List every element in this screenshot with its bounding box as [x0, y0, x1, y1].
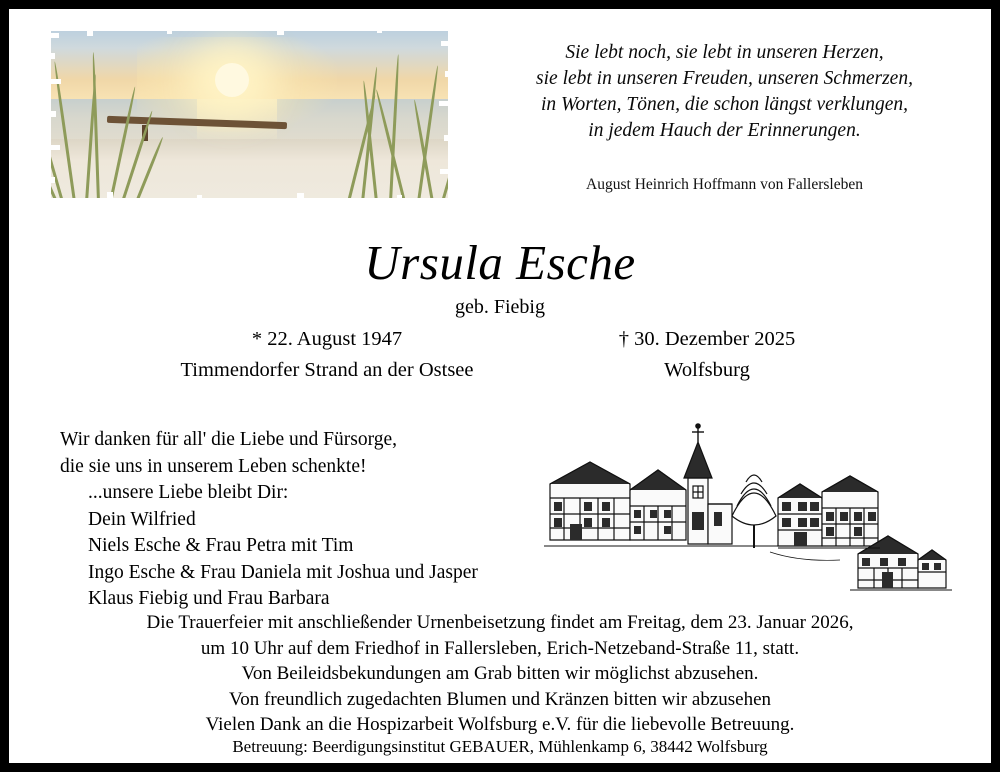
life-dates: [12, 324, 988, 386]
deceased-maiden-name: geb. Fiebig: [455, 296, 545, 318]
family-member-1: Dein Wilfried: [88, 508, 196, 530]
ceremony-line-2: um 10 Uhr auf dem Friedhof in Fallersleben, Erich-Netzeband-Straße 11, statt.: [200, 637, 800, 659]
death-date: 30. Dezember 2025: [634, 328, 796, 350]
thanks-block: [60, 427, 530, 613]
death-date-line: [512, 324, 902, 355]
ceremony-line-4: Von freundlich zugedachten Blumen und Kränzen bitten wir abzusehen: [228, 688, 772, 710]
card-inner: [9, 9, 991, 763]
birth-place: Timmendorfer Strand an der Ostsee: [180, 359, 474, 381]
family-member-3: Ingo Esche & Frau Daniela mit Joshua und Jasper: [88, 561, 478, 583]
town-skyline-drawing: [532, 420, 962, 605]
ceremony-info: [52, 610, 948, 738]
photo-edge-bottom: [43, 198, 456, 206]
birth-date: 22. August 1947: [267, 328, 403, 350]
poem-line-4: in jedem Hauch der Erinnerungen.: [588, 120, 861, 141]
photo-edge-right: [448, 23, 456, 206]
ceremony-line-5: Vielen Dank an die Hospizarbeit Wolfsburg e.V. für die liebevolle Betreuung.: [205, 714, 795, 735]
thanks-line-1: Wir danken für all' die Liebe und Fürsorge,: [60, 429, 398, 450]
funeral-home-footer: Betreuung: Beerdigungsinstitut GEBAUER, Mühlenkamp 6, 38442 Wolfsburg: [232, 737, 768, 756]
death-symbol: †: [618, 328, 629, 350]
ceremony-line-3: Von Beileidsbekundungen am Grab bitten wir möglichst abzusehen.: [241, 663, 759, 684]
family-member-2: Niels Esche & Frau Petra mit Tim: [88, 535, 354, 556]
sun-icon: [215, 63, 249, 97]
death-place: Wolfsburg: [664, 359, 750, 381]
poem-author: August Heinrich Hoffmann von Fallersleben: [586, 176, 863, 193]
thanks-closing: ...unsere Liebe bleibt Dir:: [88, 482, 289, 503]
birth-symbol: *: [251, 328, 263, 350]
death-block: [512, 324, 902, 386]
thanks-line-2: die sie uns in unserem Leben schenkte!: [60, 455, 367, 477]
photo-image: [47, 27, 452, 202]
poem-line-3: in Worten, Tönen, die schon längst verklungen,: [540, 94, 909, 115]
beach-sunset-photo: [47, 27, 452, 202]
poem-line-2: sie lebt in unseren Freuden, unseren Schmerzen,: [536, 68, 913, 89]
deceased-name: Ursula Esche: [364, 235, 636, 290]
poem-text: [472, 40, 977, 144]
birth-date-line: [132, 324, 522, 355]
family-member-4: Klaus Fiebig und Frau Barbara: [88, 588, 330, 609]
birth-block: [132, 324, 522, 386]
poem-line-1: Sie lebt noch, sie lebt in unseren Herzen,: [565, 42, 884, 63]
photo-edge-top: [43, 23, 456, 31]
ceremony-line-1: Die Trauerfeier mit anschließender Urnenbeisetzung findet am Freitag, dem 23. Januar 2026,: [146, 612, 854, 633]
